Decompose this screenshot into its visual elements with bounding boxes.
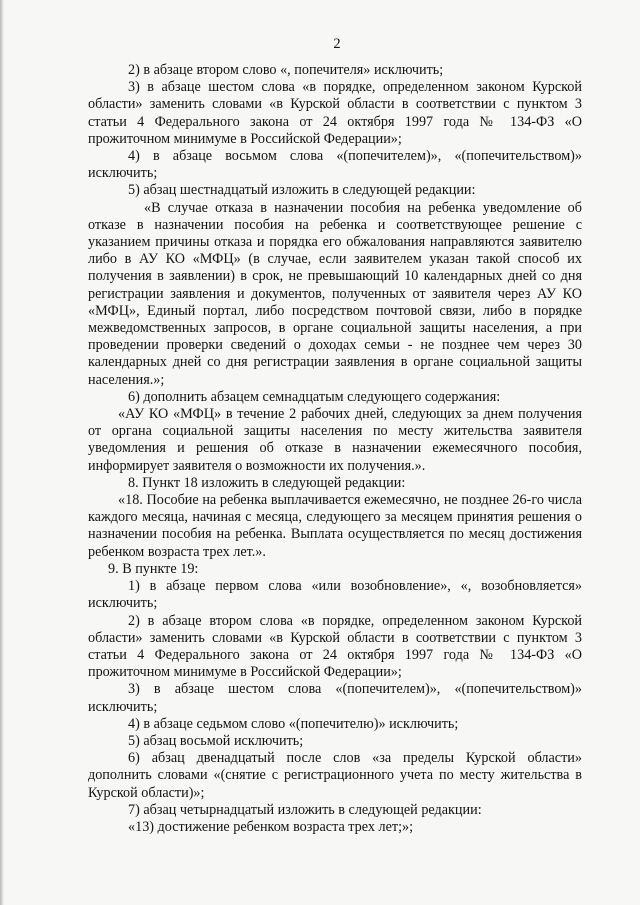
paragraph-2-16: 6) абзац двенадцатый после слов «за пределы Курской области» дополнить словами «(снятие с регистрационного учета по месту жительства в Курской области)»; <box>88 750 582 801</box>
paragraph-2-9: «18. Пособие на ребенка выплачивается ежемесячно, не позднее 26-го числа каждого месяца, начиная с месяца, следующего за месяцем принятия решения о назначении пособия на ребенка. Выплата осуществляется по месяц достижения ребенком возраста трех лет.». <box>88 492 582 560</box>
paragraph-2-3: 4) в абзаце восьмом слова «(попечителем)», «(попечительством)» исключить; <box>88 148 582 182</box>
paragraph-2-11: 1) в абзаце первом слова «или возобновление», «, возобновляется» исключить; <box>88 578 582 612</box>
paragraph-2-18: «13) достижение ребенком возраста трех лет;»; <box>128 818 414 835</box>
paragraph-2-6: 6) дополнить абзацем семнадцатым следующего содержания: <box>128 388 501 405</box>
paragraph-2-4: 5) абзац шестнадцатый изложить в следующей редакции: <box>128 182 476 199</box>
paragraph-2-1: 2) в абзаце втором слово «, попечителя» исключить; <box>128 62 444 78</box>
paragraph-2-2: 3) в абзаце шестом слова «в порядке, определенном законом Курской области» заменить словами «в Курской области в соответствии с пунктом 3 статьи 4 Федерального закона от 24 октября 1997 года № 134-ФЗ «О прожиточном минимуме в Российской Федерации»; <box>88 79 582 147</box>
paragraph-2-8: 8. Пункт 18 изложить в следующей редакции: <box>128 474 406 491</box>
paragraph-2-13: 3) в абзаце шестом слова «(попечителем)», «(попечительством)» исключить; <box>88 681 582 715</box>
paragraph-2-12: 2) в абзаце втором слова «в порядке, определенном законом Курской области» заменить словами «в Курской области в соответствии с пунктом 3 статьи 4 Федерального закона от 24 октября 1997 года № 134-ФЗ «О прожиточном минимуме в Российской Федерации»; <box>88 612 582 681</box>
document-body <box>88 62 582 836</box>
page-number: 2 <box>333 36 341 52</box>
paragraph-2-7: «АУ КО «МФЦ» в течение 2 рабочих дней, следующих за днем получения от органа социальной защиты населения по месту жительства заявителя уведомления и решения об отказе в назначении ежемесячного пособия, информирует заявителя о возможности их получения.». <box>88 406 582 474</box>
paragraph-2-10: 9. В пункте 19: <box>108 560 199 577</box>
paragraph-2-5: «В случае отказа в назначении пособия на ребенка уведомление об отказе в назначении пособия на ребенка и соответствующее решение с указанием причины отказа и порядка его обжалования направляются заявителю либо в АУ КО «МФЦ» (в случае, если заявителем указан такой способ их получения в заявлении) в срок, не превышающий 10 календарных дней со дня регистрации заявления и документов, полученных от заявителя через АУ КО «МФЦ», Единый портал, либо посредством почтовой связи, либо в порядке межведомственных запросов, в органе социальной защиты населения, а при проведении проверки сведений о доходах семьи - не позднее чем через 30 календарных дней со дня регистрации заявления в органе социальной защиты населения.»; <box>88 199 582 388</box>
scan-edge-shadow <box>0 0 4 905</box>
paragraph-2-14: 4) в абзаце седьмом слово «(попечителю)» исключить; <box>128 715 459 732</box>
paragraph-2-15: 5) абзац восьмой исключить; <box>128 732 304 749</box>
paragraph-2-17: 7) абзац четырнадцатый изложить в следующей редакции: <box>128 801 482 818</box>
